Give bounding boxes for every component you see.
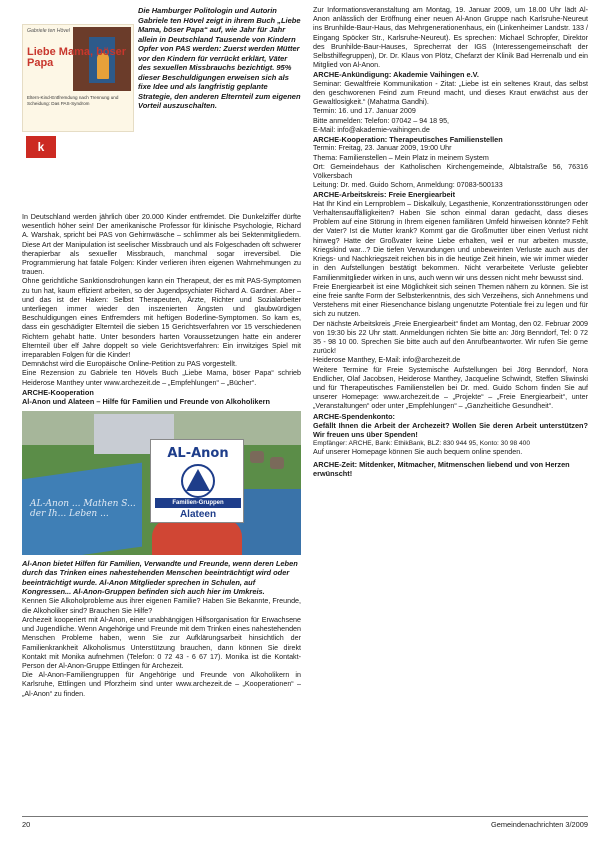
book-intro-row xyxy=(22,6,301,212)
alanon-event-paragraph: Zur Informationsveranstaltung am Montag, 19. Januar 2009, um 18.00 Uhr lädt Al-Anon anlässlich der Eröffnung einer neuen Al-Anon Gruppe nach Karlsruhe-Neureut ins Brunhilde-Baur-Haus, das Mehrgenerationenhaus, ein (Linkenheimer Landstr. 133 / Eingang Spöcker Str., Karlsruhe-Neureut). Es sprechen: Michael Schropfer, Direktor des Brunhilde-Baur-Hauses, Sprecherrat der IGS (Interessengemeinschaft der Selbsthilfegruppen), Dr. Dr. Klaus von Plötz, Chefarzt der Klinik Bad Herrenalb und ein Mitglied von Al-Anon. xyxy=(313,6,588,70)
akademie-email: E-Mail: info@akademie-vaihingen.de xyxy=(313,125,430,134)
photo-tarp-lettering: AL-Anon ... Mathen S... der Ih... Leben ... xyxy=(30,498,136,519)
familienstellen-leitung: Leitung: Dr. med. Guido Schorn, Anmeldung: 07083-500133 xyxy=(313,181,503,190)
alanon-paragraph-2: Archezeit kooperiert mit Al-Anon, einer unabhängigen Hilfsorganisation für Erwachsene und Jugendliche. Wenn Angehörige und Freunde mit dem Trinken eines nahestehenden Menschen Probleme haben, wenn Sie zur Aufklärungsarbeit hinsichtlich der Familienkrankheit Alkoholismus Unterstützung brauchen, dann können Sie direkt Kontakt mit Monika aufnehmen (Telefon: 0 72 43 - 6 67 17). Monika ist die Kontakt-Person der Al-Anon-Gruppe Ettlingen für Archezeit. xyxy=(22,615,301,670)
pas-paragraph-1: In Deutschland werden jährlich über 20.000 Kinder entfremdet. Die Dunkelziffer dürfte wesentlich höher sein! Der amerikanische Professor für klinische Psychologie, Richard A. Warshak, spricht bei PAS von Gehirnwäsche – schlimmer als bei Sektenmitgliedern. Diese Art der Manipulation ist seelischer Missbrauch und als Folgeschaden oft schwerer therapierbar als sexueller Missbrauch, manchmal sogar irreversibel. Die Programmierung hat fatale Folgen: Kinder verlieren ihren eigenen Wahrnehmungen zu trauen. xyxy=(22,213,301,277)
energiearbeit-paragraph-1: Hat Ihr Kind ein Lernproblem – Diskalkuly, Legasthenie, Konzentrationsstörungen oder Verhaltensauffälligkeiten? Haben Sie schon einmal daran gedacht, dass dieses Problem auf eine Störung in Ihrem eigenen familiären Umfeld hinweisen könnte? Fehlt der Vater? Ist die Mutter krank? Kommt gar die Großmutter über einen Verlust nicht hinweg? Hatte der Großvater keine Liebe erhalten, weil er nur arbeiten musste, Kriegskind war...? Die tiefen Verwundungen und unbeweinten Verluste auch aus der Kriegs- und Nachkriegszeit reichen bis in die heutige Zeit hinein, wie wir immer wieder in den Aufstellungen bestätigt bekommen. Nicht verarbeitete Verluste geliebter Familienmitglieder wirken in uns, auch wenn wir uns dessen nicht mehr bewusst sind. xyxy=(313,199,588,282)
section-heading-kooperation: ARCHE-Kooperation xyxy=(22,387,94,397)
spenden-online: Auf unserer Homepage können Sie auch bequem online spenden. xyxy=(313,448,523,457)
publisher-logo: k xyxy=(26,136,56,158)
pas-paragraph-3: Demnächst wird die Europäische Online-Petition zu PAS vorgestellt. xyxy=(22,360,237,369)
alanon-triangle-logo-icon xyxy=(181,464,215,498)
page-number: 20 xyxy=(22,820,31,829)
energiearbeit-contact: Heiderose Manthey, E-Mail: info@archezeit.de xyxy=(313,356,461,365)
book-author: Gabriele ten Hövel xyxy=(27,28,70,34)
sign-title: AL-Anon xyxy=(167,445,229,461)
akademie-seminar: Seminar: Gewaltfreie Kommunikation - Zitat: „Liebe ist ein seltenes Kraut, das selbst den geschworenen Feind zum Freund macht, und dieses Kraut erwächst aus der Gewaltlosigkeit.“ (Mahatma Gandhi). xyxy=(313,79,588,107)
akademie-termin: Termin: 16. und 17. Januar 2009 xyxy=(313,107,416,116)
alanon-paragraph-1: Kennen Sie Alkoholprobleme aus ihrer eigenen Familie? Haben Sie Bekannte, Freunde, die Alkoholiker sind? Brauchen Sie Hilfe? xyxy=(22,597,301,615)
sign-band: Familien-Gruppen xyxy=(155,498,241,508)
pas-paragraph-4: Eine Rezension zu Gabriele ten Hövels Buch „Liebe Mama, böser Papa“ schrieb Heiderose Manthey unter www.archezeit.de – „Empfehlungen“ – „Bücher“. xyxy=(22,369,301,387)
sign-alateen: Alateen xyxy=(179,508,217,520)
photo-caption: Al-Anon bietet Hilfen für Familien, Verwandte und Freunde, wenn deren Leben durch das Trinken eines nahestehenden Menschen beeinträchtigt wird oder beeinträchtigt wurde. Al-Anon Mitglieder sprechen in Schulen, auf Kongressen... Al-Anon-Gruppen befinden sich auch hier im Umkreis. xyxy=(22,558,298,597)
left-column xyxy=(22,6,301,699)
book-intro-text: Die Hamburger Politologin und Autorin Gabriele ten Hövel zeigt in ihrem Buch „Liebe Mama, böser Papa“ auf, wie Jahr für Jahr allein in Deutschland Tausende von Kindern Opfer von PAS werden: Zuerst werden Mütter vor den Kindern für verrückt erklärt, Väter des sexuellen Missbrauchs bezichtigt. 95% dieser Beschuldigungen erweisen sich als fixe Idee und als langfristig geplante Strategie, den anderen Elternteil zum eigenen Vorteil auszuschalten. xyxy=(138,6,301,111)
section-heading-spendenkonto: ARCHE-Spendenkonto: xyxy=(313,411,396,421)
energiearbeit-paragraph-2: Freie Energiearbeit ist eine Möglichkeit sich seinen Themen nähern zu können. Sie ist eine freie sanfte Form der Selbsterkenntnis, des sich Verzeihens, sich Annehmens und Verstehens mit einer Riesenchance bislang ungenutzte Potentiale frei zu legen und für sich zu nutzen. xyxy=(313,282,588,319)
photo-flowerpot xyxy=(250,451,264,463)
alanon-paragraph-3: Die Al-Anon-Familiengruppen für Angehörige und Freunde von Alkoholikern in Karlsruhe, Ettlingen und Pforzheim sind unter www.archezeit.de – „Kooperationen“ – „Al-Anon“ zu finden. xyxy=(22,671,301,698)
alanon-sign xyxy=(150,439,244,523)
book-title: Liebe Mama, böser Papa xyxy=(27,46,127,69)
issue-label: Gemeindenachrichten 3/2009 xyxy=(491,820,588,829)
book-cover xyxy=(22,24,134,132)
book-subtitle: Eltern-Kind-Entfremdung nach Trennung und Scheidung: Das PAS-Syndrom xyxy=(27,95,119,106)
section-heading-akademie: ARCHE-Ankündigung: Akademie Vaihingen e.V. xyxy=(313,70,479,80)
photo-person-coat xyxy=(152,519,242,555)
familienstellen-ort: Ort: Gemeindehaus der Katholischen Kirchengemeinde, Albtalstraße 56, 76316 Völkersbach xyxy=(313,162,588,181)
energiearbeit-paragraph-4: Weitere Termine für Freie Systemische Aufstellungen bei Jörg Benndorf, Nora Endlicher, Olaf Jacobsen, Heiderose Manthey, Jacqueline Schwindt, Steffen Sliwinski und für Therapeutisches Familienstellen bei Dr. med. Guido Schorn finden Sie auf unserer Homepage: www.archezeit.de – „Projekte“ – „Freie Energiearbeit“, unter „Veranstaltungen“ oder unter „Empfehlungen“ – „Ganzheitliche Gesundheit“. xyxy=(313,365,588,411)
closing-slogan: ARCHE-Zeit: Mitdenker, Mitmacher, Mitmenschen liebend und von Herzen erwünscht! xyxy=(313,459,570,478)
section-heading-energiearbeit: ARCHE-Arbeitskreis: Freie Energiearbeit xyxy=(313,190,456,200)
right-column xyxy=(313,6,588,478)
photo-flowerpot xyxy=(270,457,284,469)
spenden-appeal: Gefällt Ihnen die Arbeit der Archezeit? Wollen Sie deren Arbeit unterstützen? Wir freuen uns über Spenden! xyxy=(313,420,588,440)
book-cover-block xyxy=(22,6,134,212)
energiearbeit-paragraph-3: Der nächste Arbeitskreis „Freie Energiearbeit“ findet am Montag, den 02. Februar 2009 von 19:30 bis 22 Uhr statt. Anmeldungen richten Sie bitte an: Jörg Benndorf, Tel: 0 72 35 - 98 10 00. Sprechen Sie bitte auch auf den Anrufbeantworter. Wir rufen Sie gerne zurück! xyxy=(313,319,588,356)
familienstellen-termin: Termin: Freitag, 23. Januar 2009, 19:00 Uhr xyxy=(313,144,452,153)
akademie-phone: Bitte anmelden: Telefon: 07042 – 94 18 95, xyxy=(313,116,450,125)
spenden-bank-details: Empfänger: ARCHE, Bank: EthikBank, BLZ: 830 944 95, Konto: 30 98 400 xyxy=(313,439,530,447)
footer-rule xyxy=(22,816,588,817)
section-heading-alanon: Al-Anon und Alateen – Hilfe für Familien und Freunde von Alkoholikern xyxy=(22,397,270,407)
section-heading-familienstellen: ARCHE-Kooperation: Therapeutisches Familienstellen xyxy=(313,135,503,145)
pas-paragraph-2: Ohne gerichtliche Sanktionsdrohungen kann ein Therapeut, der es mit PAS-Symptomen zu tun hat, kaum effizient arbeiten, so der Jugendpsychiater Richard A. Gardner. Aber – und das ist der Haken: Selbst Therapeuten, Ärzte, Richter und Sozialarbeiter unterliegen immer wieder den inszenierten Ängsten und glaubwürdigen Beschuldigungen eines Entfremders mit heftigen Boderline-Symptomen. So kam es, dass ein geschädigter Elternteil die sieben 15 Gerichtsverfahren vor 15 verschiedenen Richtern gehabt hatte. Unter besonders harten Voraussetzungen hatte ein anderer Elternteil über elf Jahre doppelt so viele Gerichtsverfahren: Ein irrwitziges Spiel mit irreparablen Folgen für die Kinder! xyxy=(22,277,301,360)
alanon-photo xyxy=(22,411,301,555)
familienstellen-thema: Thema: Familienstellen – Mein Platz in meinem System xyxy=(313,153,489,162)
